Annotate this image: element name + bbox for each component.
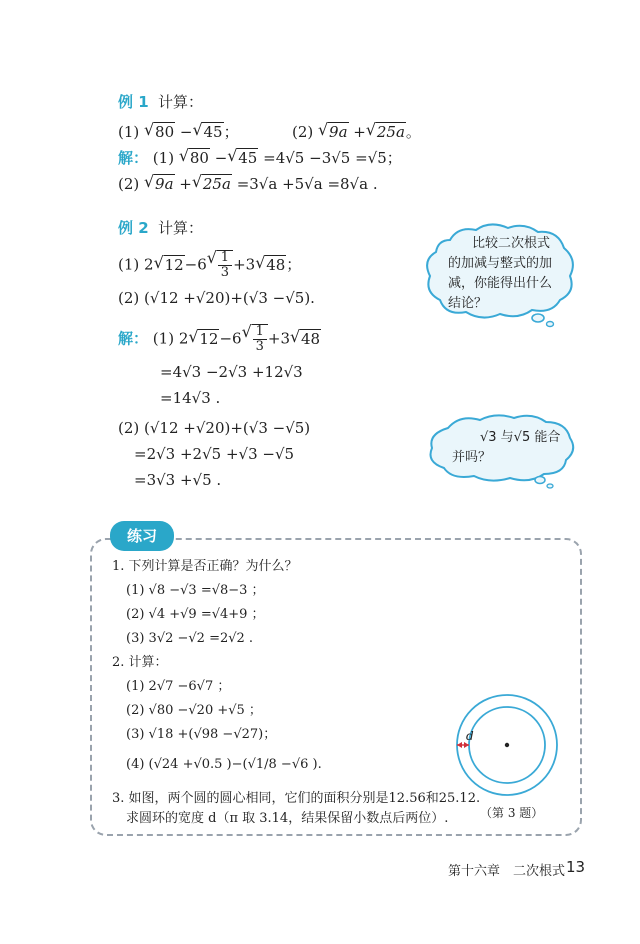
figure-caption: （第 3 题）	[480, 806, 544, 820]
practice-q2-item-2: (2) √80 −√20 +√5 ；	[126, 703, 262, 718]
example-1-task: 计算：	[158, 93, 204, 111]
cloud-1-line-1: 比较二次根式	[472, 236, 551, 251]
example-1-label: 例 1	[118, 93, 149, 111]
ex2-sol1-minus6: −6	[219, 329, 242, 348]
ex2-p2-expression: (√12 +√20)+(√3 −√5).	[144, 289, 315, 307]
ex1-p2-rad1: 9a	[329, 123, 348, 141]
ex2-sol1-plus3: +3	[267, 329, 290, 348]
ex1-sol1-rad2: 45	[238, 149, 258, 167]
ex2-p1-rad1: 12	[164, 255, 184, 274]
practice-q2-item-1: (1) 2√7 −6√7 ；	[126, 679, 231, 694]
ex1-problem-2: (2) √ 9a +√ 25a。	[292, 122, 421, 142]
ex2-p1-rad3: 48	[266, 255, 286, 274]
practice-q3-line2: 求圆环的宽度 d（π 取 3.14，结果保留小数点后两位）.	[126, 811, 449, 826]
ex1-sol2-rad1: 9a	[155, 175, 174, 193]
ex2-solution-1	[118, 324, 321, 354]
ex2-frac-denominator: 3	[220, 265, 230, 280]
ex1-sol1-number: (1)	[152, 149, 175, 167]
ex2-frac-numerator: √ 1	[218, 251, 232, 266]
ex1-p2-number: (2)	[292, 123, 314, 141]
ex1-sol2-result: =3√a +5√a =8√a .	[236, 175, 378, 193]
practice-q3-line1: 3. 如图，两个圆的圆心相同，它们的面积分别是12.56和25.12.	[112, 791, 481, 806]
ex2-sol1-step1: =4√3 −2√3 +12√3	[160, 363, 303, 381]
practice-q2-item-4: (4) (√24 +√0.5 )−(√1/8 −√6 ).	[126, 757, 322, 772]
cloud-2-text	[452, 428, 560, 468]
cloud-1-line-4: 结论？	[448, 296, 488, 311]
ex2-sol1-step2: =14√3 .	[160, 389, 221, 407]
practice-q1-item-2: (2) √4 +√9 =√4+9 ；	[126, 607, 265, 622]
cloud-1-line-3: 减，你能得出什么	[448, 276, 553, 291]
ex2-problem-1	[118, 250, 301, 280]
ex2-sol1-coef: 2	[178, 329, 189, 348]
cloud-2-line-2: 并吗？	[452, 450, 492, 465]
ex1-sol1-result: =4√5 −3√5 =√5；	[263, 149, 402, 167]
practice-q2: 2. 计算：	[112, 655, 168, 670]
ex2-p1-minus6: −6	[184, 255, 207, 274]
ex1-sol1-rad1: 80	[189, 149, 209, 167]
ex2-solution-label: 解：	[118, 329, 149, 348]
ex1-p1-end: ；	[223, 123, 239, 141]
ex1-p2-rad2: 25a	[376, 123, 405, 141]
ex1-p1-rad2: 45	[203, 123, 223, 141]
cloud-1-line-2: 的加减与整式的加	[448, 256, 553, 271]
ex1-sol2-rad2: 25a	[202, 175, 231, 193]
ex2-sol2-step1: =2√3 +2√5 +√3 −√5	[134, 445, 295, 463]
ex2-sol2-step2: =3√3 +√5 .	[134, 471, 222, 489]
ex1-p1-number: (1)	[118, 123, 140, 141]
practice-q2-item-3: (3) √18 +(√98 −√27)；	[126, 727, 277, 742]
ex2-sol2-line: (2) (√12 +√20)+(√3 −√5)	[118, 419, 311, 437]
example-2-label: 例 2	[118, 219, 149, 237]
page-number: 13	[566, 858, 586, 876]
practice-q1: 1. 下列计算是否正确？为什么？	[112, 559, 298, 574]
cloud-2-line-1: √3 与√5 能合	[480, 430, 561, 445]
ex2-p1-number: (1)	[118, 255, 140, 274]
ex2-sol1-rad3: 48	[301, 329, 321, 348]
practice-q1-item-1: (1) √8 −√3 =√8−3 ；	[126, 583, 265, 598]
ex2-p2-number: (2)	[118, 289, 140, 307]
footer-chapter: 第十六章 二次根式	[448, 864, 566, 879]
ex1-solution-2: (2) √ 9a +√ 25a =3√a +5√a =8√a .	[118, 174, 378, 194]
ex2-problem-2	[118, 288, 315, 308]
ex2-p1-plus3: +3	[233, 255, 256, 274]
ex2-sol1-rad1: 12	[199, 329, 219, 348]
ex1-problem-1: (1) √ 80 −√ 45；	[118, 122, 239, 142]
ex1-p2-end: 。	[405, 123, 421, 141]
example-2-task: 计算：	[158, 219, 204, 237]
ex2-p1-coef: 2	[144, 255, 154, 274]
figure-d-label: d	[466, 729, 474, 743]
ex1-p1-rad1: 80	[155, 123, 175, 141]
ex1-solution-label: 解：	[118, 149, 149, 167]
practice-tab: 练习	[110, 521, 174, 551]
ex2-sol1-frac-num: √ 1	[253, 325, 267, 340]
ex2-sol1-frac-den: 3	[255, 339, 264, 354]
ex1-solution-1: 解： (1) √ 80 −√ 45 =4√5 −3√5 =√5；	[118, 148, 402, 168]
concentric-circles-figure	[452, 690, 562, 800]
cloud-1-text	[448, 234, 552, 314]
practice-q1-item-3: (3) 3√2 −√2 =2√2 .	[126, 631, 254, 646]
ex2-p1-end: ；	[286, 255, 302, 274]
ex1-sol2-number: (2)	[118, 175, 140, 193]
ex2-sol1-number: (1)	[152, 329, 175, 348]
